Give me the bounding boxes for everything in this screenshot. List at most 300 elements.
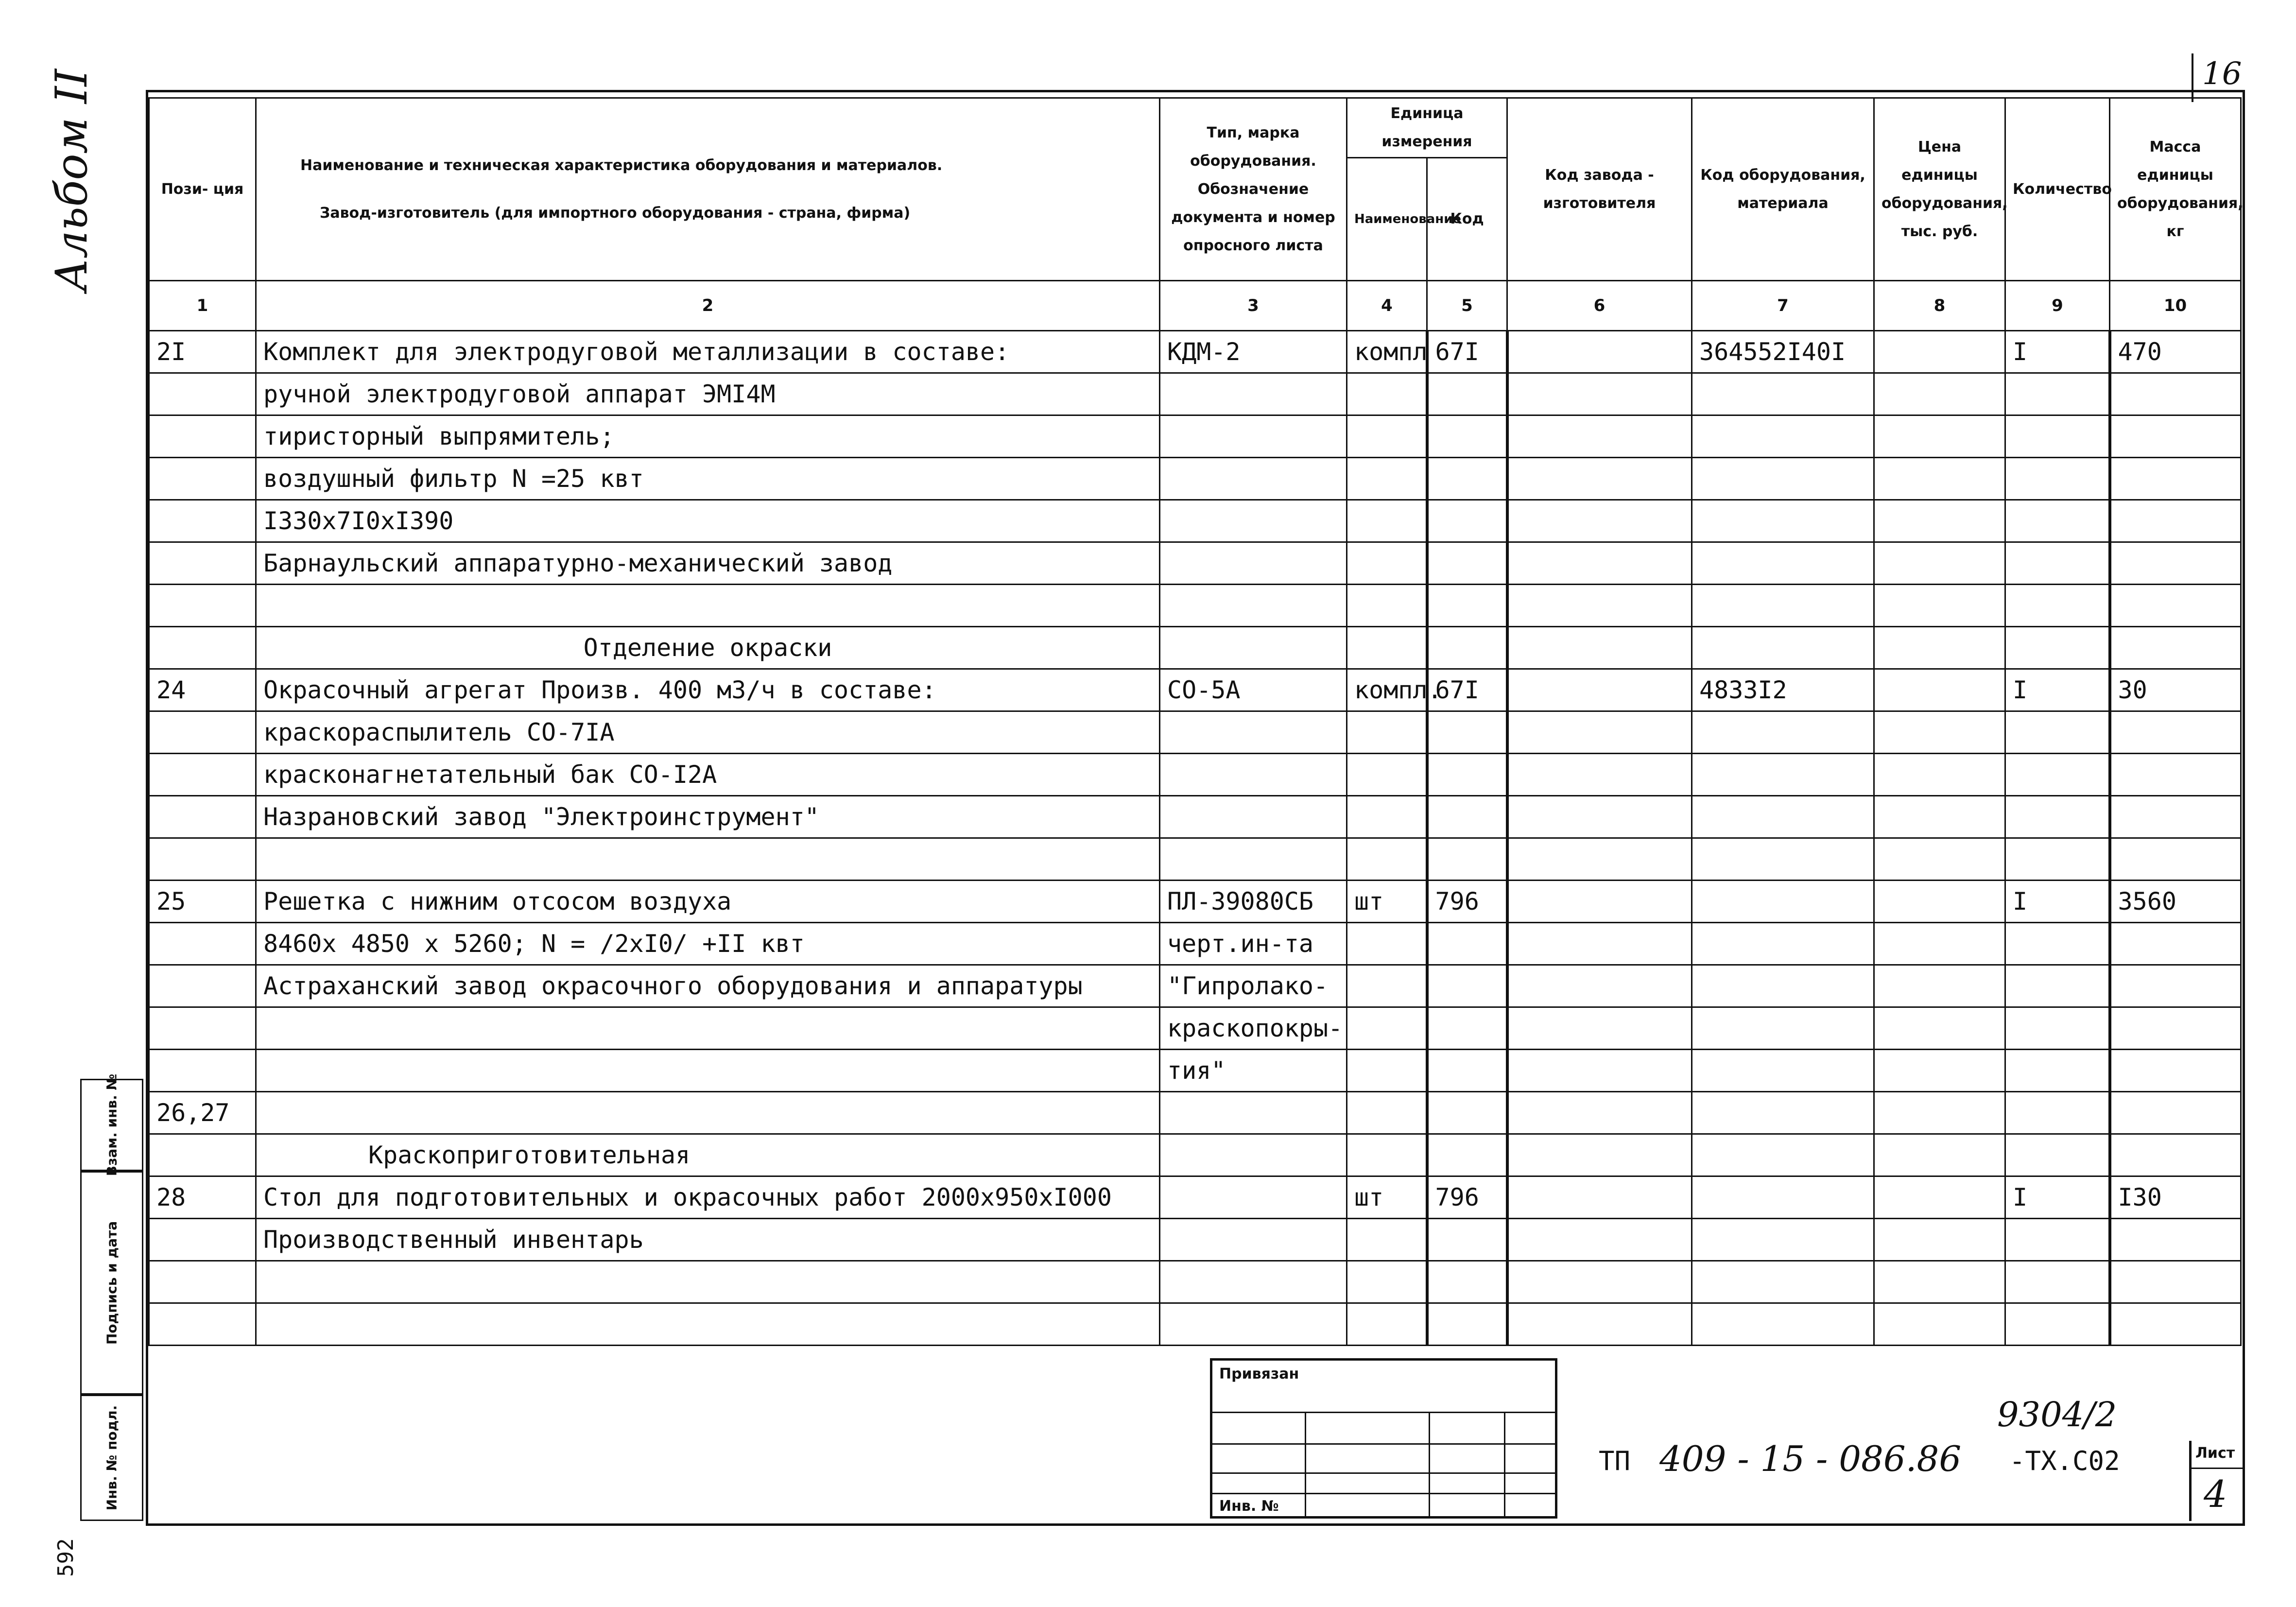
side-cell-inv-original [80, 1395, 143, 1521]
unit-name-cell [1347, 1303, 1427, 1346]
quantity-cell [2005, 838, 2110, 881]
header-type: Тип, марка оборудования. Обозначение документа и номер опросного листа [1160, 98, 1347, 281]
unit-code-cell: 67I [1427, 669, 1507, 711]
header-position: Пози- ция [149, 98, 256, 281]
mass-cell [2110, 1007, 2241, 1050]
position-cell [149, 627, 256, 669]
position-cell [149, 1303, 256, 1346]
equipment-code-cell: 364552I40I [1692, 331, 1874, 373]
column-number: 6 [1507, 281, 1692, 331]
quantity-cell [2005, 373, 2110, 415]
equipment-code-cell [1692, 500, 1874, 542]
equipment-code-cell [1692, 923, 1874, 965]
header-name-line2: Завод-изготовитель (для импортного оборудования - страна, фирма) [320, 204, 911, 222]
factory-code-cell [1507, 500, 1692, 542]
inventory-label: Инв. № [1219, 1498, 1279, 1515]
name-cell: тиристорный выпрямитель; [256, 415, 1160, 458]
type-cell: "Гипролако- [1160, 965, 1347, 1007]
unit-name-cell [1347, 1007, 1427, 1050]
side-cell-signature-date [80, 1171, 143, 1395]
quantity-cell [2005, 1092, 2110, 1134]
unit-name-cell: компл [1347, 331, 1427, 373]
position-cell [149, 500, 256, 542]
mass-cell: 470 [2110, 331, 2241, 373]
price-cell [1874, 1050, 2005, 1092]
name-cell: 8460х 4850 х 5260; N = /2хI0/ +II квт [256, 923, 1160, 965]
header-name [256, 98, 1160, 281]
table-row [149, 373, 2241, 415]
type-cell [1160, 1261, 1347, 1303]
unit-name-cell [1347, 500, 1427, 542]
price-cell [1874, 965, 2005, 1007]
mass-cell [2110, 373, 2241, 415]
unit-code-cell [1427, 373, 1507, 415]
unit-code-cell [1427, 1092, 1507, 1134]
position-cell [149, 415, 256, 458]
unit-code-cell [1427, 965, 1507, 1007]
mass-cell [2110, 500, 2241, 542]
position-cell [149, 1219, 256, 1261]
margin-number: 592 [53, 1538, 78, 1577]
factory-code-cell [1507, 838, 1692, 881]
equipment-code-cell [1692, 627, 1874, 669]
factory-code-cell [1507, 1219, 1692, 1261]
quantity-cell [2005, 1303, 2110, 1346]
name-cell: Астраханский завод окрасочного оборудования и аппаратуры [256, 965, 1160, 1007]
unit-code-cell [1427, 1219, 1507, 1261]
column-number: 8 [1874, 281, 2005, 331]
name-cell [256, 585, 1160, 627]
price-cell [1874, 542, 2005, 585]
position-cell: 2I [149, 331, 256, 373]
price-cell [1874, 754, 2005, 796]
unit-name-cell [1347, 627, 1427, 669]
factory-code-cell [1507, 373, 1692, 415]
unit-name-cell [1347, 965, 1427, 1007]
price-cell [1874, 415, 2005, 458]
mass-cell [2110, 542, 2241, 585]
position-cell [149, 754, 256, 796]
position-cell [149, 1007, 256, 1050]
position-cell: 26,27 [149, 1092, 256, 1134]
equipment-code-cell [1692, 1050, 1874, 1092]
unit-name-cell [1347, 1219, 1427, 1261]
position-cell [149, 838, 256, 881]
quantity-cell [2005, 458, 2110, 500]
document-suffix: -ТХ.С02 [2009, 1446, 2120, 1476]
table-row [149, 965, 2241, 1007]
unit-name-cell [1347, 1092, 1427, 1134]
equipment-code-cell [1692, 1134, 1874, 1176]
name-cell [256, 1092, 1160, 1134]
album-label: Альбом II [46, 69, 97, 292]
unit-name-cell: шт [1347, 1176, 1427, 1219]
equipment-code-cell [1692, 965, 1874, 1007]
quantity-cell [2005, 754, 2110, 796]
name-cell: Окрасочный агрегат Произв. 400 м3/ч в составе: [256, 669, 1160, 711]
equipment-code-cell [1692, 542, 1874, 585]
sheet-label: Лист [2195, 1445, 2235, 1462]
unit-code-cell [1427, 1134, 1507, 1176]
type-cell [1160, 796, 1347, 838]
table-row [149, 458, 2241, 500]
document-number: 409 - 15 - 086.86 [1659, 1438, 1962, 1479]
unit-code-cell [1427, 838, 1507, 881]
equipment-code-cell: 4833I2 [1692, 669, 1874, 711]
price-cell [1874, 500, 2005, 542]
factory-code-cell [1507, 754, 1692, 796]
equipment-code-cell [1692, 838, 1874, 881]
factory-code-cell [1507, 1092, 1692, 1134]
name-cell: Барнаульский аппаратурно-механический завод [256, 542, 1160, 585]
price-cell [1874, 838, 2005, 881]
header-row [149, 98, 2241, 158]
column-number: 10 [2110, 281, 2241, 331]
binding-label: Привязан [1219, 1365, 1299, 1382]
table-row [149, 1219, 2241, 1261]
price-cell [1874, 585, 2005, 627]
name-cell: Назрановский завод "Электроинструмент" [256, 796, 1160, 838]
binding-stamp [1210, 1358, 1557, 1519]
mass-cell [2110, 458, 2241, 500]
factory-code-cell [1507, 669, 1692, 711]
factory-code-cell [1507, 1176, 1692, 1219]
factory-code-cell [1507, 796, 1692, 838]
unit-name-cell [1347, 1134, 1427, 1176]
name-cell: красконагнетательный бак СО-I2А [256, 754, 1160, 796]
header-mass: Масса единицы оборудования, кг [2110, 98, 2241, 281]
name-cell [256, 1261, 1160, 1303]
quantity-cell [2005, 923, 2110, 965]
type-cell [1160, 542, 1347, 585]
mass-cell: I30 [2110, 1176, 2241, 1219]
quantity-cell [2005, 796, 2110, 838]
position-cell [149, 585, 256, 627]
name-cell: Краскоприготовительная [256, 1134, 1160, 1176]
equipment-code-cell [1692, 415, 1874, 458]
quantity-cell [2005, 415, 2110, 458]
type-cell [1160, 1092, 1347, 1134]
factory-code-cell [1507, 627, 1692, 669]
factory-code-cell [1507, 458, 1692, 500]
mass-cell [2110, 1134, 2241, 1176]
factory-code-cell [1507, 965, 1692, 1007]
table-row [149, 500, 2241, 542]
unit-code-cell [1427, 1261, 1507, 1303]
price-cell [1874, 881, 2005, 923]
position-cell: 24 [149, 669, 256, 711]
type-cell: СО-5А [1160, 669, 1347, 711]
unit-name-cell [1347, 796, 1427, 838]
column-number: 9 [2005, 281, 2110, 331]
unit-code-cell [1427, 1303, 1507, 1346]
factory-code-cell [1507, 1303, 1692, 1346]
type-cell: черт.ин-та [1160, 923, 1347, 965]
table-row [149, 796, 2241, 838]
table-row [149, 1007, 2241, 1050]
side-label: Инв. № подл. [104, 1405, 120, 1511]
type-cell [1160, 585, 1347, 627]
equipment-code-cell [1692, 373, 1874, 415]
equipment-code-cell [1692, 1261, 1874, 1303]
position-cell: 25 [149, 881, 256, 923]
quantity-cell [2005, 1050, 2110, 1092]
equipment-code-cell [1692, 458, 1874, 500]
equipment-code-cell [1692, 585, 1874, 627]
equipment-code-cell [1692, 796, 1874, 838]
type-cell [1160, 458, 1347, 500]
column-number: 2 [256, 281, 1160, 331]
unit-name-cell: шт [1347, 881, 1427, 923]
equipment-code-cell [1692, 1007, 1874, 1050]
factory-code-cell [1507, 585, 1692, 627]
position-cell [149, 711, 256, 754]
type-cell: ПЛ-39080СБ [1160, 881, 1347, 923]
price-cell [1874, 1261, 2005, 1303]
mass-cell [2110, 754, 2241, 796]
factory-code-cell [1507, 331, 1692, 373]
quantity-cell [2005, 585, 2110, 627]
header-name-line1: Наименование и техническая характеристика оборудования и материалов. [300, 156, 943, 174]
name-cell [256, 1303, 1160, 1346]
name-cell: Производственный инвентарь [256, 1219, 1160, 1261]
unit-code-cell [1427, 542, 1507, 585]
price-cell [1874, 1303, 2005, 1346]
mass-cell [2110, 1261, 2241, 1303]
unit-name-cell [1347, 458, 1427, 500]
position-cell [149, 1261, 256, 1303]
header-quantity: Количество [2005, 98, 2110, 281]
column-number: 1 [149, 281, 256, 331]
name-cell: Отделение окраски [256, 627, 1160, 669]
unit-code-cell [1427, 458, 1507, 500]
table-row [149, 1303, 2241, 1346]
name-cell [256, 1050, 1160, 1092]
mass-cell [2110, 585, 2241, 627]
equipment-code-cell [1692, 754, 1874, 796]
tp-label: ТП [1599, 1446, 1631, 1476]
unit-name-cell [1347, 415, 1427, 458]
factory-code-cell [1507, 923, 1692, 965]
type-cell [1160, 1176, 1347, 1219]
unit-code-cell: 67I [1427, 331, 1507, 373]
type-cell [1160, 838, 1347, 881]
mass-cell [2110, 838, 2241, 881]
type-cell [1160, 1134, 1347, 1176]
quantity-cell: I [2005, 1176, 2110, 1219]
name-cell: краскораспылитель СО-7IА [256, 711, 1160, 754]
unit-name-cell [1347, 585, 1427, 627]
quantity-cell [2005, 711, 2110, 754]
specification-table [148, 97, 2242, 1346]
type-cell [1160, 1219, 1347, 1261]
header-unit-code: Код [1427, 158, 1507, 281]
position-cell [149, 923, 256, 965]
mass-cell [2110, 923, 2241, 965]
factory-code-cell [1507, 711, 1692, 754]
unit-code-cell [1427, 585, 1507, 627]
sheet-number: 4 [2204, 1472, 2227, 1516]
header-price: Цена единицы оборудования, тыс. руб. [1874, 98, 2005, 281]
name-cell: воздушный фильтр N =25 квт [256, 458, 1160, 500]
type-cell [1160, 500, 1347, 542]
price-cell [1874, 669, 2005, 711]
price-cell [1874, 796, 2005, 838]
position-cell [149, 965, 256, 1007]
factory-code-cell [1507, 1050, 1692, 1092]
name-cell: Комплект для электродуговой металлизации в составе: [256, 331, 1160, 373]
position-cell: 28 [149, 1176, 256, 1219]
header-units: Единица измерения [1347, 98, 1507, 158]
column-number: 4 [1347, 281, 1427, 331]
order-number: 9304/2 [1997, 1395, 2117, 1434]
unit-code-cell: 796 [1427, 1176, 1507, 1219]
column-number: 7 [1692, 281, 1874, 331]
position-cell [149, 373, 256, 415]
type-cell [1160, 1303, 1347, 1346]
quantity-cell: I [2005, 331, 2110, 373]
table-row [149, 1050, 2241, 1092]
name-cell: Стол для подготовительных и окрасочных работ 2000х950хI000 [256, 1176, 1160, 1219]
price-cell [1874, 1092, 2005, 1134]
type-cell [1160, 373, 1347, 415]
factory-code-cell [1507, 1007, 1692, 1050]
name-cell: Решетка с нижним отсосом воздуха [256, 881, 1160, 923]
mass-cell [2110, 1050, 2241, 1092]
side-label: Подпись и дата [104, 1221, 120, 1345]
quantity-cell [2005, 1007, 2110, 1050]
unit-name-cell [1347, 711, 1427, 754]
quantity-cell [2005, 1134, 2110, 1176]
price-cell [1874, 373, 2005, 415]
unit-code-cell [1427, 1050, 1507, 1092]
quantity-cell [2005, 1219, 2110, 1261]
mass-cell: 30 [2110, 669, 2241, 711]
price-cell [1874, 1134, 2005, 1176]
equipment-code-cell [1692, 711, 1874, 754]
unit-code-cell [1427, 754, 1507, 796]
table-row [149, 1092, 2241, 1134]
unit-code-cell [1427, 415, 1507, 458]
side-label: Взам. инв. № [104, 1073, 120, 1176]
unit-name-cell: компл. [1347, 669, 1427, 711]
type-cell: КДМ-2 [1160, 331, 1347, 373]
factory-code-cell [1507, 1261, 1692, 1303]
price-cell [1874, 1219, 2005, 1261]
name-cell: I330х7I0хI390 [256, 500, 1160, 542]
equipment-code-cell [1692, 881, 1874, 923]
table-row [149, 415, 2241, 458]
table-row [149, 669, 2241, 711]
mass-cell [2110, 1303, 2241, 1346]
table-row [149, 1261, 2241, 1303]
position-cell [149, 796, 256, 838]
quantity-cell: I [2005, 669, 2110, 711]
mass-cell [2110, 965, 2241, 1007]
unit-name-cell [1347, 754, 1427, 796]
factory-code-cell [1507, 881, 1692, 923]
equipment-code-cell [1692, 1176, 1874, 1219]
quantity-cell [2005, 500, 2110, 542]
price-cell [1874, 1007, 2005, 1050]
column-number: 3 [1160, 281, 1347, 331]
table-row [149, 754, 2241, 796]
sheet-box [2189, 1441, 2243, 1521]
type-cell [1160, 627, 1347, 669]
price-cell [1874, 331, 2005, 373]
table-row [149, 1134, 2241, 1176]
quantity-cell: I [2005, 881, 2110, 923]
name-cell: ручной электродуговой аппарат ЭМI4М [256, 373, 1160, 415]
unit-name-cell [1347, 542, 1427, 585]
name-cell [256, 1007, 1160, 1050]
unit-name-cell [1347, 923, 1427, 965]
unit-code-cell [1427, 1007, 1507, 1050]
position-cell [149, 458, 256, 500]
table-row [149, 711, 2241, 754]
type-cell [1160, 415, 1347, 458]
table-row [149, 838, 2241, 881]
mass-cell [2110, 1092, 2241, 1134]
column-number-row [149, 281, 2241, 331]
unit-code-cell [1427, 923, 1507, 965]
unit-code-cell: 796 [1427, 881, 1507, 923]
page-number: 16 [2202, 56, 2242, 92]
price-cell [1874, 923, 2005, 965]
header-unit-name: Наименование [1347, 158, 1427, 281]
table-row [149, 585, 2241, 627]
name-cell [256, 838, 1160, 881]
type-cell [1160, 754, 1347, 796]
quantity-cell [2005, 965, 2110, 1007]
quantity-cell [2005, 627, 2110, 669]
mass-cell [2110, 627, 2241, 669]
equipment-code-cell [1692, 1303, 1874, 1346]
price-cell [1874, 458, 2005, 500]
type-cell: тия" [1160, 1050, 1347, 1092]
mass-cell [2110, 796, 2241, 838]
unit-code-cell [1427, 796, 1507, 838]
quantity-cell [2005, 542, 2110, 585]
factory-code-cell [1507, 415, 1692, 458]
position-cell [149, 542, 256, 585]
unit-code-cell [1427, 627, 1507, 669]
header-equipment-code: Код оборудования, материала [1692, 98, 1874, 281]
type-cell [1160, 711, 1347, 754]
price-cell [1874, 711, 2005, 754]
table-row [149, 923, 2241, 965]
unit-name-cell [1347, 373, 1427, 415]
table-row [149, 331, 2241, 373]
table-row [149, 542, 2241, 585]
quantity-cell [2005, 1261, 2110, 1303]
type-cell: краскопокры- [1160, 1007, 1347, 1050]
mass-cell [2110, 711, 2241, 754]
unit-code-cell [1427, 711, 1507, 754]
page-number-box [2192, 53, 2242, 102]
unit-code-cell [1427, 500, 1507, 542]
mass-cell [2110, 415, 2241, 458]
table-row [149, 1176, 2241, 1219]
column-number: 5 [1427, 281, 1507, 331]
unit-name-cell [1347, 1261, 1427, 1303]
mass-cell: 3560 [2110, 881, 2241, 923]
table-row [149, 627, 2241, 669]
table-row [149, 881, 2241, 923]
price-cell [1874, 1176, 2005, 1219]
mass-cell [2110, 1219, 2241, 1261]
equipment-code-cell [1692, 1219, 1874, 1261]
